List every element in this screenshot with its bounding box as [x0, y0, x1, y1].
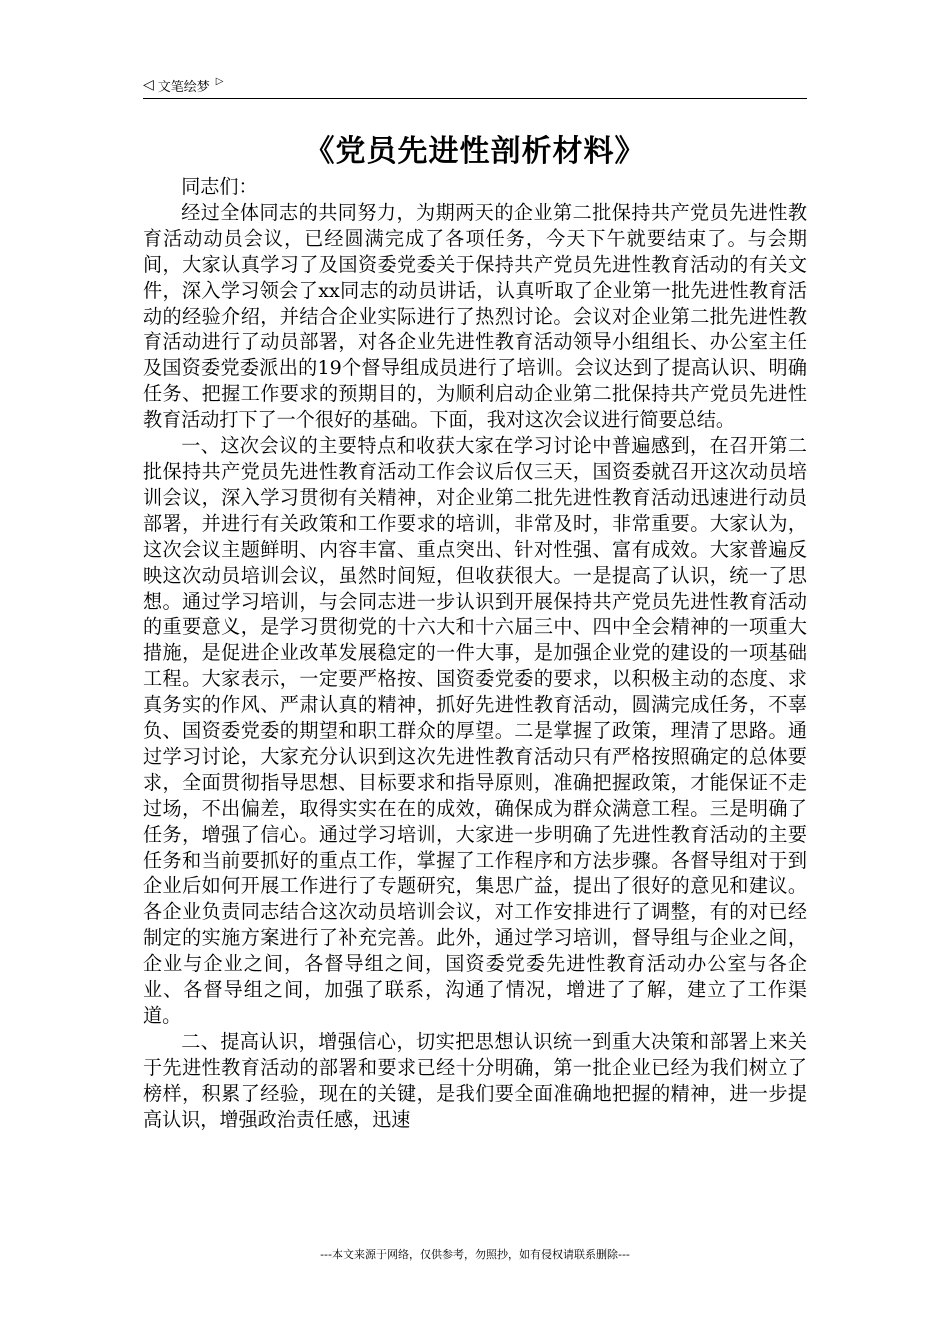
paragraph: 一、这次会议的主要特点和收获大家在学习讨论中普遍感到，在召开第二批保持共产党员先进性教育活动工作会议后仅三天，国资委就召开这次动员培训会议，深入学习贯彻有关精神，对企业第二批先进性教育活动迅速进行动员部署，并进行有关政策和工作要求的培训，非常及时，非常重要。大家认为，这次会议主题鲜明、内容丰富、重点突出、针对性强、富有成效。大家普遍反映这次动员培训会议，虽然时间短，但收获很大。一是提高了认识，统一了思想。通过学习培训，与会同志进一步认识到开展保持共产党员先进性教育活动的重要意义，是学习贯彻党的十六大和十六届三中、四中全会精神的一项重大措施，是促进企业改革发展稳定的一件大事，是加强企业党的建设的一项基础工程。大家表示，一定要严格按、国资委党委的要求，以积极主动的态度、求真务实的作风、严肃认真的精神，抓好先进性教育活动，圆满完成任务，不辜负、国资委党委的期望和职工群众的厚望。二是掌握了政策，理清了思路。通过学习讨论，大家充分认识到这次先进性教育活动只有严格按照确定的总体要求，全面贯彻指导思想、目标要求和指导原则，准确把握政策，才能保证不走过场，不出偏差，取得实实在在的成效，确保成为群众满意工程。三是明确了任务，增强了信心。通过学习培训，大家进一步明确了先进性教育活动的主要任务和当前要抓好的重点工作，掌握了工作程序和方法步骤。各督导组对于到企业后如何开展工作进行了专题研究，集思广益，提出了很好的意见和建议。各企业负责同志结合这次动员培训会议，对工作安排进行了调整，有的对已经制定的实施方案进行了补充完善。此外，通过学习培训，督导组与企业之间，企业与企业之间，各督导组之间，国资委党委先进性教育活动办公室与各企业、各督导组之间，加强了联系，沟通了情况，增进了了解，建立了工作渠道。 [143, 434, 807, 1027]
header-brand: 文笔绘梦 [157, 79, 210, 95]
footer-disclaimer: ---本文来源于网络，仅供参考，勿照抄，如有侵权请联系删除--- [320, 1248, 630, 1261]
paragraph: 二、提高认识，增强信心，切实把思想认识统一到重大决策和部署上来关于先进性教育活动的部署和要求已经十分明确，第一批企业已经为我们树立了榜样，积累了经验，现在的关键，是我们要全面准确地把握的精神，进一步提高认识，增强政治责任感，迅速 [143, 1029, 807, 1131]
triangle-right-icon: ▷ [215, 76, 224, 87]
document-title: 《党员先进性剖析材料》 [304, 134, 646, 169]
triangle-left-icon: ◁ [143, 77, 154, 93]
greeting: 同志们： [181, 175, 258, 198]
page-header [143, 72, 807, 99]
document-body [143, 174, 807, 1133]
paragraph: 经过全体同志的共同努力，为期两天的企业第二批保持共产党员先进性教育活动动员会议，已经圆满完成了各项任务，今天下午就要结束了。与会期间，大家认真学习了及国资委党委关于保持共产党员先进性教育活动的有关文件，深入学习领会了xx同志的动员讲话，认真听取了企业第一批先进性教育活动的经验介绍，并结合企业实际进行了热烈讨论。会议对企业第二批先进性教育活动进行了动员部署，对各企业先进性教育活动领导小组组长、办公室主任及国资委党委派出的19个督导组成员进行了培训。会议达到了提高认识、明确任务、把握工作要求的预期目的，为顺利启动企业第二批保持共产党员先进性教育活动打下了一个很好的基础。下面，我对这次会议进行简要总结。 [143, 200, 807, 432]
